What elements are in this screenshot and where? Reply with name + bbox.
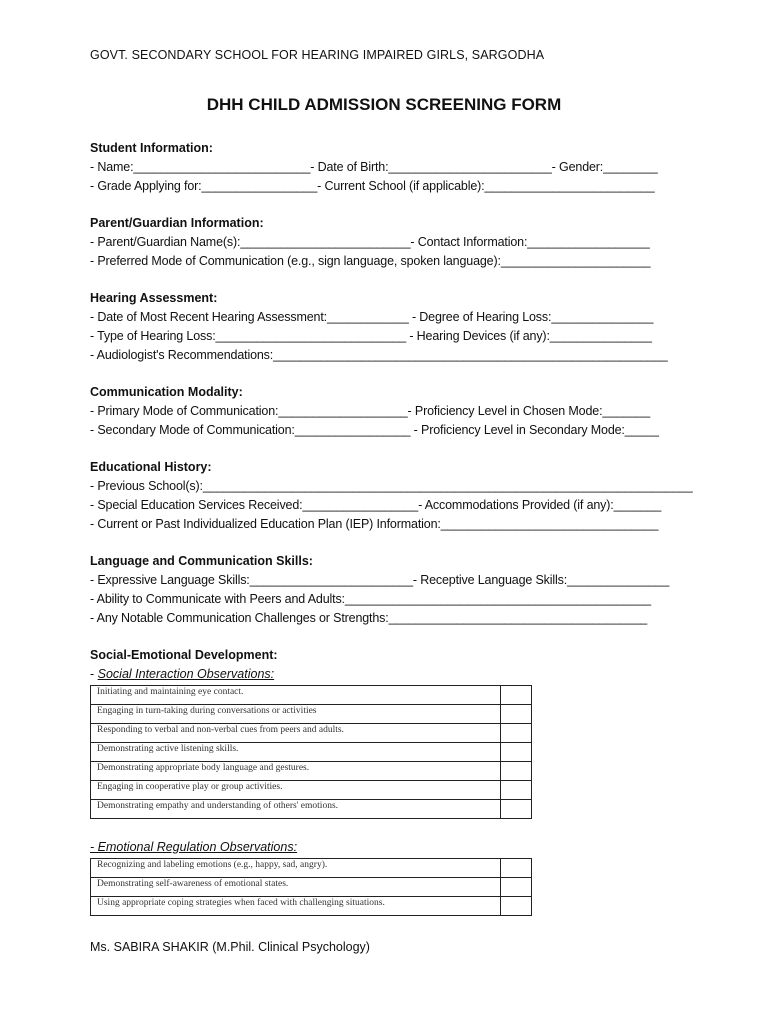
table-row bbox=[91, 781, 532, 800]
observation-text: Demonstrating empathy and understanding of others' emotions. bbox=[91, 800, 501, 819]
communication-line-2[interactable]: - Secondary Mode of Communication:_________________ - Proficiency Level in Secondary Mode:_____ bbox=[90, 423, 659, 437]
social-heading: Social-Emotional Development: bbox=[90, 648, 278, 662]
emotional-regulation-label bbox=[90, 838, 680, 857]
observation-text: Engaging in cooperative play or group activities. bbox=[91, 781, 501, 800]
social-interaction-label bbox=[90, 665, 680, 684]
rating-cell[interactable] bbox=[501, 800, 532, 819]
hearing-line-2[interactable]: - Type of Hearing Loss:____________________________ - Hearing Devices (if any):_______________ bbox=[90, 329, 652, 343]
parent-heading: Parent/Guardian Information: bbox=[90, 216, 264, 230]
table-row bbox=[91, 743, 532, 762]
education-line-2[interactable]: - Special Education Services Received:_________________- Accommodations Provided (if any):_______ bbox=[90, 498, 662, 512]
student-line-2[interactable]: - Grade Applying for:_________________- Current School (if applicable):_________________________ bbox=[90, 179, 655, 193]
student-line-1[interactable]: - Name:__________________________- Date of Birth:________________________- Gender:________ bbox=[90, 160, 658, 174]
language-line-3[interactable]: - Any Notable Communication Challenges or Strengths:______________________________________ bbox=[90, 611, 648, 625]
communication-line-1[interactable]: - Primary Mode of Communication:___________________- Proficiency Level in Chosen Mode:_______ bbox=[90, 404, 651, 418]
social-interaction-table bbox=[90, 685, 532, 819]
rating-cell[interactable] bbox=[501, 743, 532, 762]
table-row bbox=[91, 878, 532, 897]
rating-cell[interactable] bbox=[501, 762, 532, 781]
hearing-line-3[interactable]: - Audiologist's Recommendations:__________________________________________________________ bbox=[90, 348, 668, 362]
rating-cell[interactable] bbox=[501, 878, 532, 897]
observation-text: Demonstrating appropriate body language and gestures. bbox=[91, 762, 501, 781]
school-name: GOVT. SECONDARY SCHOOL FOR HEARING IMPAIRED GIRLS, SARGODHA bbox=[90, 48, 545, 62]
observation-text: Demonstrating active listening skills. bbox=[91, 743, 501, 762]
social-interaction-title: Social Interaction Observations: bbox=[97, 667, 275, 681]
language-line-2[interactable]: - Ability to Communicate with Peers and Adults:_____________________________________________ bbox=[90, 592, 651, 606]
observation-text: Responding to verbal and non-verbal cues from peers and adults. bbox=[91, 724, 501, 743]
parent-line-2[interactable]: - Preferred Mode of Communication (e.g., sign language, spoken language):______________________ bbox=[90, 254, 651, 268]
language-line-1[interactable]: - Expressive Language Skills:________________________- Receptive Language Skills:_______________ bbox=[90, 573, 670, 587]
rating-cell[interactable] bbox=[501, 724, 532, 743]
emotional-regulation-title: - Emotional Regulation Observations: bbox=[90, 840, 298, 854]
table-row bbox=[91, 724, 532, 743]
hearing-line-1[interactable]: - Date of Most Recent Hearing Assessment:____________ - Degree of Hearing Loss:_______________ bbox=[90, 310, 654, 324]
rating-cell[interactable] bbox=[501, 897, 532, 916]
table-row bbox=[91, 800, 532, 819]
rating-cell[interactable] bbox=[501, 859, 532, 878]
parent-line-1[interactable]: - Parent/Guardian Name(s):_________________________- Contact Information:__________________ bbox=[90, 235, 650, 249]
table-row bbox=[91, 859, 532, 878]
social-interaction-prefix: - bbox=[90, 667, 98, 681]
hearing-heading: Hearing Assessment: bbox=[90, 291, 218, 305]
table-row bbox=[91, 897, 532, 916]
student-heading: Student Information: bbox=[90, 141, 213, 155]
language-heading: Language and Communication Skills: bbox=[90, 554, 313, 568]
education-heading: Educational History: bbox=[90, 460, 212, 474]
education-line-1[interactable]: - Previous School(s):________________________________________________________________________ bbox=[90, 479, 693, 493]
observation-text: Initiating and maintaining eye contact. bbox=[91, 686, 501, 705]
form-content bbox=[90, 139, 693, 916]
rating-cell[interactable] bbox=[501, 705, 532, 724]
rating-cell[interactable] bbox=[501, 781, 532, 800]
form-title: DHH CHILD ADMISSION SCREENING FORM bbox=[206, 95, 562, 114]
signature-line: Ms. SABIRA SHAKIR (M.Phil. Clinical Psychology) bbox=[90, 940, 370, 954]
table-row bbox=[91, 686, 532, 705]
observation-text: Demonstrating self-awareness of emotional states. bbox=[91, 878, 501, 897]
observation-text: Using appropriate coping strategies when faced with challenging situations. bbox=[91, 897, 501, 916]
rating-cell[interactable] bbox=[501, 686, 532, 705]
observation-text: Recognizing and labeling emotions (e.g., happy, sad, angry). bbox=[91, 859, 501, 878]
communication-heading: Communication Modality: bbox=[90, 385, 243, 399]
table-row bbox=[91, 705, 532, 724]
table-row bbox=[91, 762, 532, 781]
education-line-3[interactable]: - Current or Past Individualized Education Plan (IEP) Information:________________________________ bbox=[90, 517, 659, 531]
emotional-regulation-table bbox=[90, 858, 532, 916]
observation-text: Engaging in turn-taking during conversations or activities bbox=[91, 705, 501, 724]
